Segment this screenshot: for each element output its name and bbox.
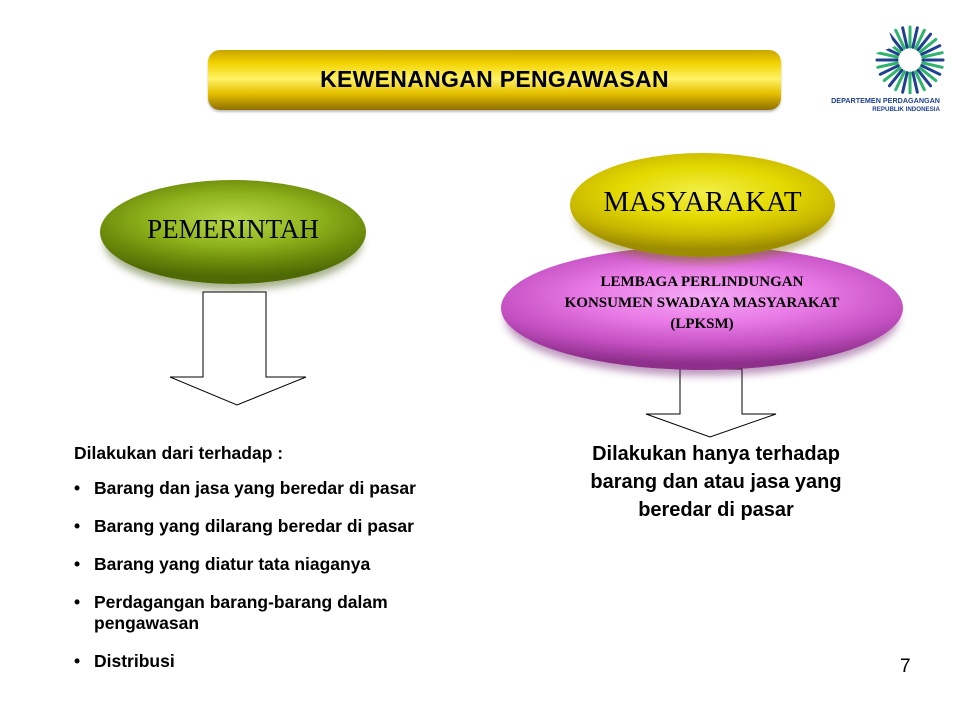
logo-text-republic: REPUBLIK INDONESIA	[872, 106, 940, 113]
list-item-text: Barang yang dilarang beredar di pasar	[94, 516, 414, 536]
list-item-text: Barang dan jasa yang beredar di pasar	[94, 478, 416, 498]
starburst-logo-icon	[822, 22, 946, 94]
pemerintah-label: PEMERINTAH	[147, 214, 319, 244]
list-item	[74, 651, 514, 672]
ministry-logo	[822, 22, 946, 118]
bullet-icon: •	[74, 592, 81, 612]
list-item-text: Distribusi	[94, 651, 175, 671]
bullet-icon: •	[74, 554, 81, 574]
bullet-icon: •	[74, 478, 81, 498]
slide-title: KEWENANGAN PENGAWASAN	[320, 66, 669, 92]
lpksm-label	[501, 272, 903, 335]
community-scope-line3: beredar di pasar	[638, 499, 794, 521]
lpksm-label-line1: LEMBAGA PERLINDUNGAN	[600, 274, 804, 290]
bullet-icon: •	[74, 651, 81, 671]
lpksm-label-line2: KONSUMEN SWADAYA MASYARAKAT	[564, 295, 840, 311]
logo-text-department: DEPARTEMEN PERDAGANGAN	[831, 96, 940, 105]
down-arrow-left-icon	[168, 290, 308, 408]
logo-gap	[859, 26, 895, 57]
government-scope-block	[74, 443, 514, 689]
list-item	[74, 554, 514, 575]
government-scope-list	[74, 478, 514, 672]
list-item-text: Barang yang diatur tata niaganya	[94, 554, 371, 574]
masyarakat-label: MASYARAKAT	[603, 186, 802, 218]
page-number: 7	[900, 656, 911, 677]
community-scope-block	[548, 440, 884, 524]
title-banner	[208, 50, 781, 110]
down-arrow-right-icon	[644, 367, 778, 439]
list-item	[74, 592, 474, 634]
list-item	[74, 516, 514, 537]
government-scope-heading: Dilakukan dari terhadap :	[74, 443, 284, 463]
list-item	[74, 478, 514, 499]
community-scope-line2: barang dan atau jasa yang	[590, 471, 842, 493]
community-scope-line1: Dilakukan hanya terhadap	[592, 443, 840, 465]
masyarakat-ellipse	[570, 153, 835, 257]
pemerintah-ellipse	[100, 180, 366, 284]
lpksm-label-line3: (LPKSM)	[670, 316, 734, 332]
list-item-text: Perdagangan barang-barang dalam pengawasan	[94, 592, 388, 633]
lpksm-ellipse	[501, 246, 903, 370]
bullet-icon: •	[74, 516, 81, 536]
